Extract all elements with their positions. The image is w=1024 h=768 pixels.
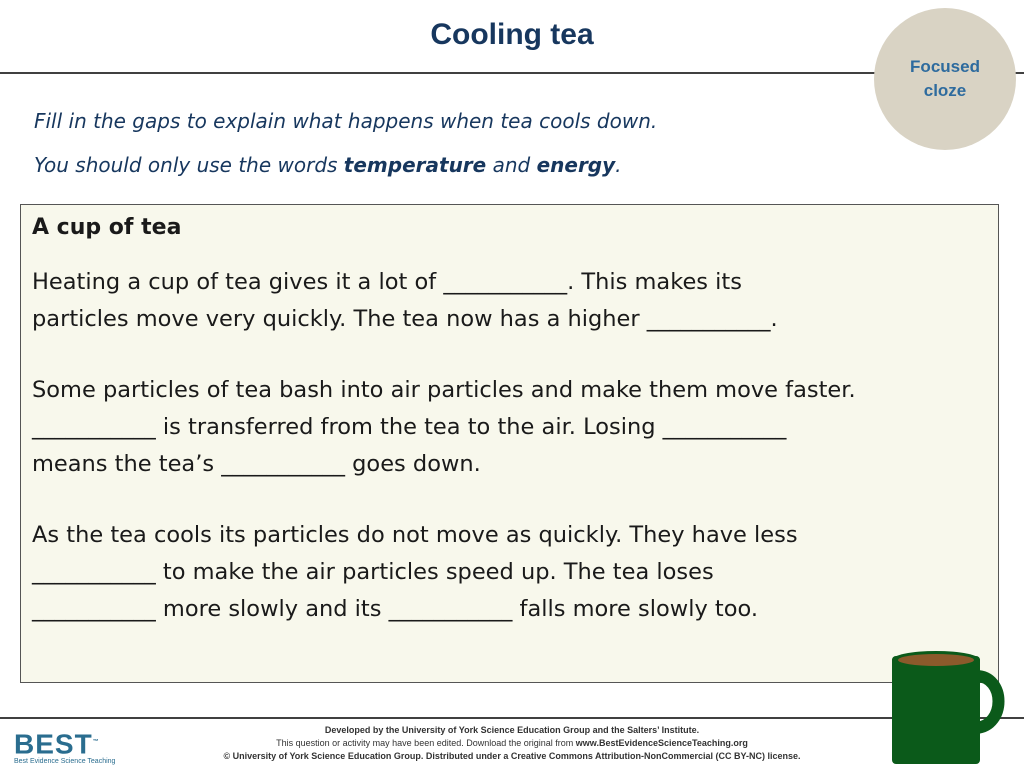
footer-divider <box>0 717 1024 719</box>
logo-text: BEST <box>14 728 93 760</box>
paragraph-1 <box>32 264 778 338</box>
page-title: Cooling tea <box>430 18 594 51</box>
instruction-middle: and <box>486 153 537 177</box>
paragraph-2-line-2: ___________ is transferred from the tea to the air. Losing ___________ <box>32 414 787 440</box>
footer-line-1: Developed by the University of York Science Education Group and the Salters’ Institute. <box>324 725 700 735</box>
instruction-prefix: You should only use the words <box>34 153 344 177</box>
logo-subtitle: Best Evidence Science Teaching <box>14 758 116 766</box>
footer-link[interactable]: www.BestEvidenceScienceTeaching.org <box>575 738 748 748</box>
footer-credits <box>200 724 824 763</box>
paragraph-2-line-1: Some particles of tea bash into air particles and make them move faster. <box>32 377 856 403</box>
header-divider <box>0 72 1024 74</box>
best-logo <box>14 728 115 765</box>
paragraph-1-line-1: Heating a cup of tea gives it a lot of ___________. This makes its <box>32 269 742 295</box>
badge-line-2: cloze <box>923 81 967 100</box>
paragraph-2-line-3: means the tea’s ___________ goes down. <box>32 451 481 477</box>
paragraph-3 <box>32 517 798 628</box>
keyword-temperature: temperature <box>343 153 487 177</box>
instruction-line-2 <box>34 153 622 177</box>
paragraph-3-line-3: ___________ more slowly and its ___________ falls more slowly too. <box>32 596 759 622</box>
paragraph-3-line-1: As the tea cools its particles do not move as quickly. They have less <box>32 522 798 548</box>
instruction-line-1: Fill in the gaps to explain what happens when tea cools down. <box>34 109 658 133</box>
paragraph-1-line-2: particles move very quickly. The tea now has a higher ___________. <box>32 306 778 332</box>
activity-type-badge <box>874 8 1016 150</box>
instruction-suffix: . <box>615 153 622 177</box>
keyword-energy: energy <box>536 153 616 177</box>
footer-line-2: This question or activity may have been edited. Download the original from <box>276 738 576 748</box>
paragraph-3-line-2: ___________ to make the air particles speed up. The tea loses <box>32 559 714 585</box>
logo-trademark: ™ <box>92 739 100 745</box>
badge-line-1: Focused <box>910 57 980 76</box>
mug-icon <box>888 648 1008 766</box>
cloze-activity-box <box>20 204 999 683</box>
footer-line-3: © University of York Science Education Group. Distributed under a Creative Commons Attribution-NonCommercial (CC BY-NC) license. <box>223 751 801 761</box>
paragraph-2 <box>32 372 856 483</box>
activity-heading: A cup of tea <box>32 215 182 240</box>
